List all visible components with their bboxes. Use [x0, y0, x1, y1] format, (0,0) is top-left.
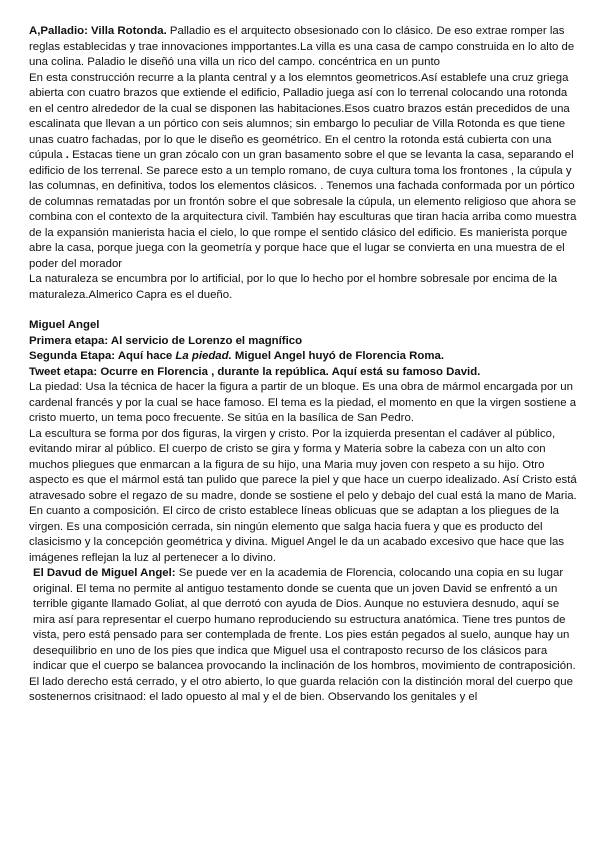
section-spacer [29, 303, 577, 318]
palladio-body-text-a: En esta construcción recurre a la planta central y a los elemntos geometricos.Así establefe una cruz griega abierta con cuatro brazos que extiende el edificio, Palladio juega así con lo terrenal colocando una rotonda en el centro alrededor de la cual se disponen las habitaciones.Esos cuatro brazos están precedidos de una escalinata que llevan a un pórtico con seis alumnos; sin embargo lo peculiar de Villa Rotonda es que tiene unas cuatro fachadas, por lo que le diseño es geométrico. En el centro la rotonda está cubierta con una cúpula [29, 71, 570, 161]
palladio-closing-paragraph: La naturaleza se encumbra por lo artificial, por lo que lo hecho por el hombre sobresale por encima de la maturaleza.Almerico Capra es el dueño. [29, 273, 558, 301]
stage-two-prefix: Segunda Etapa: Aquí hace [29, 350, 176, 362]
stage-two-work-title: La piedad. [175, 350, 232, 362]
stage-three-line: Tweet etapa: Ocurre en Florencia , durante la república. Aquí está su famoso David. [29, 365, 481, 378]
stage-one-line: Primera etapa: Al servicio de Lorenzo el magnífico [29, 334, 303, 347]
palladio-body-paragraph [29, 71, 577, 273]
piedad-paragraph-1: La piedad: Usa la técnica de hacer la figura a partir de un bloque. Es una obra de mármol encargada por un cardenal francés y por la cual se hace famoso. El tema es la piedad, el momento en que la virgen sostiene a cristo muerto, un tema poco frecuente. Se sitúa en la basílica de San Pedro. [29, 381, 577, 424]
palladio-heading: A,Palladio: Villa Rotonda. [29, 25, 167, 37]
stage-two-suffix: Miguel Angel huyó de Florencia Roma. [231, 350, 444, 362]
david-heading: El Davud de Miguel Angel: [33, 567, 176, 579]
david-text: Se puede ver en la academia de Florencia, colocando una copia en su lugar original. El tema no permite al antiguo testamento donde se cuenta que un joven David se enfrentó a un terrible gigante llamado Goliat, al que derrotó con ayuda de Dios. Aunque no estuviera desnudo, aquí se mira así para representar el cuerpo humano reproduciendo su estructura anatómica. Tiene tres puntos de vista, pero está pensado para ser contemplada de frente. Los pies están pegados al suelo, aunque hay un desequilibrio en uno de los pies que indica que Miguel usa el contraposto recurso de los clásicos para indicar que el cuerpo se balancea provocando la inclinación de los hombros, movimiento de contraposición. [33, 567, 576, 672]
stage-two-line [29, 349, 577, 365]
piedad-paragraph-2: La escultura se forma por dos figuras, la virgen y cristo. Por la izquierda presentan el cadáver al público, evitando mirar al público. El cuerpo de cristo se gira y forma y Materia sobre la cabeza con un alto con muchos pliegues que enmarcan a la figura de su hijo, una Maria muy joven con respeto a su hijo. Otro aspecto es que el mármol está tan pulido que parece la piel y que hace un cuerpo idealizado. Así Cristo está atravesado sobre el regazo de su madre, donde se sostiene el pelo y debajo del cual está la mano de Maria. [29, 427, 577, 502]
palladio-intro-text: Palladio es el arquitecto obsesionado con lo clásico. De eso extrae romper las reglas establecidas y trae innovaciones impportantes.La villa es una casa de campo construida en lo alto de una colina. Paladio le diseñó una villa un rico del campo. concéntrica en un punto [29, 25, 575, 68]
palladio-body-text-b: Estacas tiene un gran zócalo con un gran basamento sobre el que se levanta la casa, separando el edificio de los terrenal. Se parece esto a un templo romano, de cuya cultura toma los frontones , la cúpula y las columnas, en definitiva, todos los elementos clásicos. . Tenemos una fachada conformada por un pórtico de columnas rematadas por un frontón sobre el que sobresale la cúpula, un elemento religioso que ahora se combina con el contexto de la arquitectura civil. También hay esculturas que tiran hacia arriba como muestra de la expansión manierista hacia el cielo, lo que rompe el sentido clásico del edificio. Es manierista porque abre la casa, porque juega con la geometría y porque hace que el lugar se convierta en una muestra de el poder del morador [29, 149, 577, 270]
david-paragraph [29, 566, 577, 675]
palladio-bold-dot: . [62, 149, 69, 161]
miguel-angel-title: Miguel Angel [29, 319, 100, 331]
piedad-paragraph-3: En cuanto a composición. El circo de cristo establece líneas oblicuas que se adaptan a los pliegues de la virgen. Es una composición cerrada, sin ningún elemento que salga hacia fuera y que es producto del clasicismo y la concepción geométrica y divina. Miguel Angel le da un acabado excesivo que hace que las imágenes reflejan la luz al pertenecer a lo divino. [29, 505, 565, 564]
document-page [29, 24, 577, 706]
david-paragraph-2: El lado derecho está cerrado, y el otro abierto, lo que guarda relación con la distinción moral del cuerpo que sostenernos crisitnaod: el lado opuesto al mal y el de bien. Observando los genitales y el [29, 675, 573, 703]
palladio-intro-paragraph [29, 24, 577, 71]
